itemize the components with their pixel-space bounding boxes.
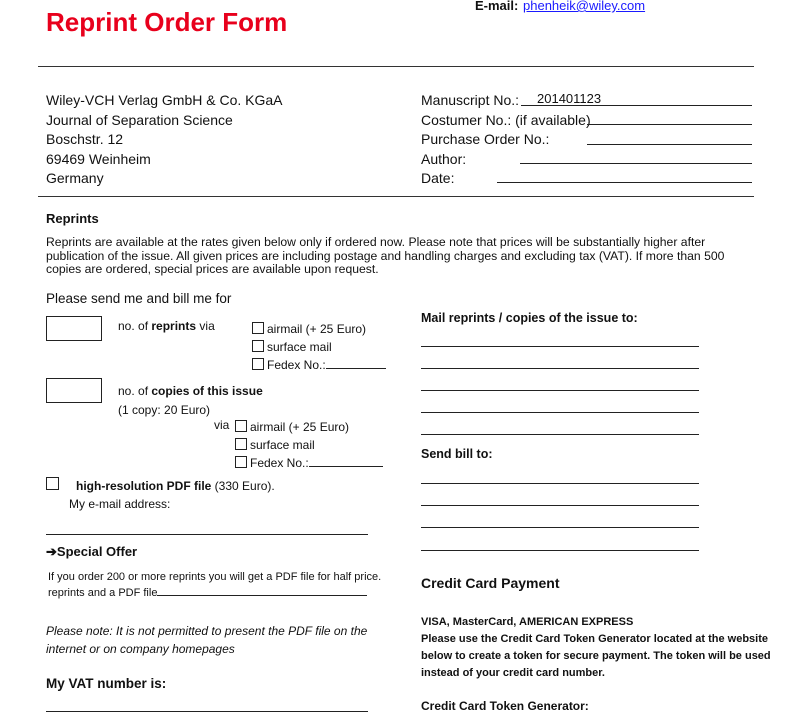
fedex-number-field[interactable] — [309, 465, 383, 467]
vat-field[interactable] — [46, 711, 368, 712]
bill-address-line[interactable] — [421, 527, 699, 528]
manuscript-value: 201401123 — [537, 91, 602, 106]
reprints-label-pre: no. of — [118, 319, 149, 333]
fedex-checkbox[interactable] — [235, 456, 247, 468]
form-title: Reprint Order Form — [46, 7, 288, 37]
date-label: Date: — [421, 170, 455, 186]
bill-address-line[interactable] — [421, 550, 699, 551]
reprints-surface-option[interactable] — [252, 338, 386, 356]
surface-checkbox[interactable] — [252, 340, 264, 352]
pdf-label-bold: high-resolution PDF file — [76, 479, 212, 493]
address-line: Wiley-VCH Verlag GmbH & Co. KGaA — [46, 92, 283, 108]
airmail-checkbox[interactable] — [252, 322, 264, 334]
publisher-address — [46, 91, 283, 189]
address-line: 69469 Weinheim — [46, 150, 151, 167]
date-field[interactable] — [497, 182, 752, 183]
cc-cards: VISA, MasterCard, AMERICAN EXPRESS — [421, 616, 634, 628]
reprints-text: Reprints are available at the rates given below only if ordered now. Please note that prices will be substantially higher after publication of the issue. All given prices are including postage and handling charges and excluding tax (VAT). If more than 500 copies are ordered, special prices are available upon request. — [46, 235, 725, 276]
copies-shipping-options — [235, 418, 383, 472]
special-offer-heading — [46, 544, 137, 560]
fedex-number-field[interactable] — [326, 367, 386, 369]
pdf-checkbox[interactable] — [46, 477, 59, 490]
copies-fedex-option[interactable] — [235, 454, 383, 472]
header-divider — [38, 66, 754, 67]
cc-text-2: below to create a token for secure payment. The token will be used — [421, 650, 771, 662]
bill-to-heading: Send bill to: — [421, 447, 493, 461]
copies-airmail-option[interactable] — [235, 418, 383, 436]
author-label: Author: — [421, 150, 467, 167]
airmail-label: airmail (+ 25 Euro) — [250, 420, 350, 434]
email-label: E-mail: — [475, 0, 519, 13]
surface-checkbox[interactable] — [235, 438, 247, 450]
surface-label: surface mail — [267, 340, 332, 354]
mail-address-line[interactable] — [421, 346, 699, 347]
airmail-label: airmail (+ 25 Euro) — [267, 322, 367, 336]
mail-address-line[interactable] — [421, 434, 699, 435]
manuscript-label: Manuscript No.: — [421, 92, 520, 108]
reprints-label — [118, 319, 215, 333]
copies-price: (1 copy: 20 Euro) — [118, 403, 211, 417]
vat-label: My VAT number is: — [46, 676, 167, 691]
address-line: Germany — [46, 170, 104, 186]
send-bill-label: Please send me and bill me for — [46, 291, 232, 306]
bill-address-line[interactable] — [421, 483, 699, 484]
cc-generator-label: Credit Card Token Generator: — [421, 699, 589, 713]
cc-text-1: Please use the Credit Card Token Generator located at the website — [421, 633, 769, 645]
special-offer-text — [48, 569, 381, 601]
pdf-note-line1: Please note: It is not permitted to present the PDF file on the — [46, 624, 368, 638]
credit-card-heading: Credit Card Payment — [421, 575, 560, 591]
copies-via-label: via — [214, 418, 230, 432]
reprints-quantity-input[interactable] — [46, 316, 102, 341]
copies-label — [118, 382, 263, 420]
mail-address-line[interactable] — [421, 412, 699, 413]
cc-text-3: instead of your credit card number. — [421, 667, 605, 679]
credit-card-info — [421, 614, 771, 682]
copies-surface-option[interactable] — [235, 436, 383, 454]
arrow-icon: ➔ — [46, 544, 57, 559]
pdf-option-label — [76, 479, 275, 493]
section-divider — [38, 196, 754, 197]
my-email-field[interactable] — [46, 534, 368, 535]
reprints-airmail-option[interactable] — [252, 320, 386, 338]
customer-field[interactable] — [587, 124, 752, 125]
reprints-label-post: via — [199, 319, 215, 333]
copies-quantity-input[interactable] — [46, 378, 102, 403]
fedex-checkbox[interactable] — [252, 358, 264, 370]
copies-label-pre: no. of — [118, 384, 149, 398]
address-line: Journal of Separation Science — [46, 111, 233, 128]
mail-address-line[interactable] — [421, 390, 699, 391]
reprints-shipping-options — [252, 320, 386, 374]
reprints-label-bold: reprints — [151, 319, 197, 333]
address-line: Boschstr. 12 — [46, 131, 124, 147]
pdf-note — [46, 622, 367, 658]
email-link[interactable]: phenheik@wiley.com — [523, 0, 646, 13]
fedex-label: Fedex No.: — [267, 358, 326, 372]
special-offer-line1: If you order 200 or more reprints you will get a PDF file for half price. — [48, 571, 382, 583]
airmail-checkbox[interactable] — [235, 420, 247, 432]
pdf-note-line2: internet or on company homepages — [46, 642, 235, 656]
bill-address-line[interactable] — [421, 505, 699, 506]
po-field[interactable] — [587, 144, 752, 145]
mail-to-heading: Mail reprints / copies of the issue to: — [421, 311, 638, 325]
my-email-label: My e-mail address: — [69, 497, 171, 511]
reprints-heading: Reprints — [46, 211, 99, 226]
copies-label-bold: copies of this issue — [151, 384, 263, 398]
surface-label: surface mail — [250, 438, 315, 452]
customer-label: Costumer No.: (if available) — [421, 111, 591, 128]
pdf-price: (330 Euro). — [214, 479, 275, 493]
author-field[interactable] — [520, 163, 752, 164]
special-offer-title: Special Offer — [56, 544, 138, 559]
special-offer-field[interactable] — [157, 594, 367, 596]
special-offer-line2: reprints and a PDF file — [48, 587, 158, 599]
reprints-fedex-option[interactable] — [252, 356, 386, 374]
po-label: Purchase Order No.: — [421, 131, 550, 147]
mail-address-line[interactable] — [421, 368, 699, 369]
fedex-label: Fedex No.: — [250, 456, 309, 470]
